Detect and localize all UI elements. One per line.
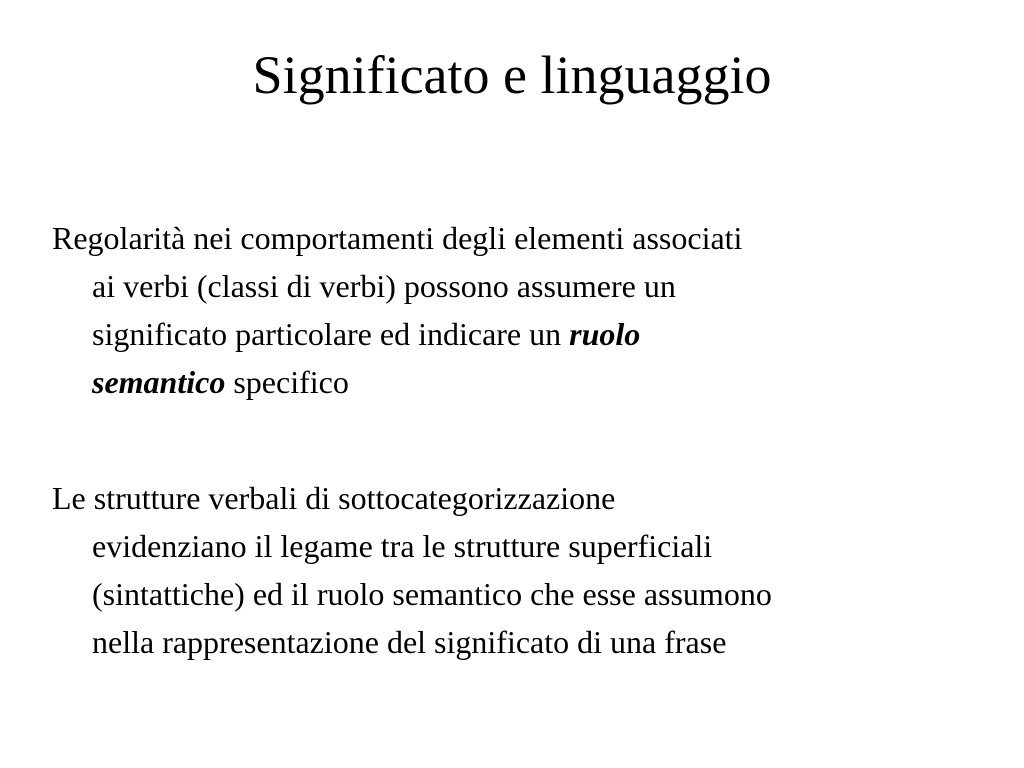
paragraph-1-line-3: significato particolare ed indicare un xyxy=(92,316,562,352)
paragraph-2-line-4: nella rappresentazione del significato di una frase xyxy=(92,624,727,660)
slide-title: Significato e linguaggio xyxy=(252,45,772,105)
emphasis-semantico: semantico xyxy=(92,364,226,400)
emphasis-ruolo: ruolo xyxy=(569,316,641,352)
paragraph-1-line-1: Regolarità nei comportamenti degli elementi associati xyxy=(52,220,743,256)
paragraph-1-line-4: specifico xyxy=(233,364,349,400)
paragraph-2-line-1: Le strutture verbali di sottocategorizzazione xyxy=(52,480,616,516)
paragraph-1-line-2: ai verbi (classi di verbi) possono assumere un xyxy=(92,268,676,304)
paragraph-2-line-3: (sintattiche) ed il ruolo semantico che esse assumono xyxy=(92,576,772,612)
paragraph-2-line-2: evidenziano il legame tra le strutture superficiali xyxy=(92,528,713,564)
paragraph-2 xyxy=(52,474,992,666)
paragraph-1 xyxy=(52,214,992,406)
